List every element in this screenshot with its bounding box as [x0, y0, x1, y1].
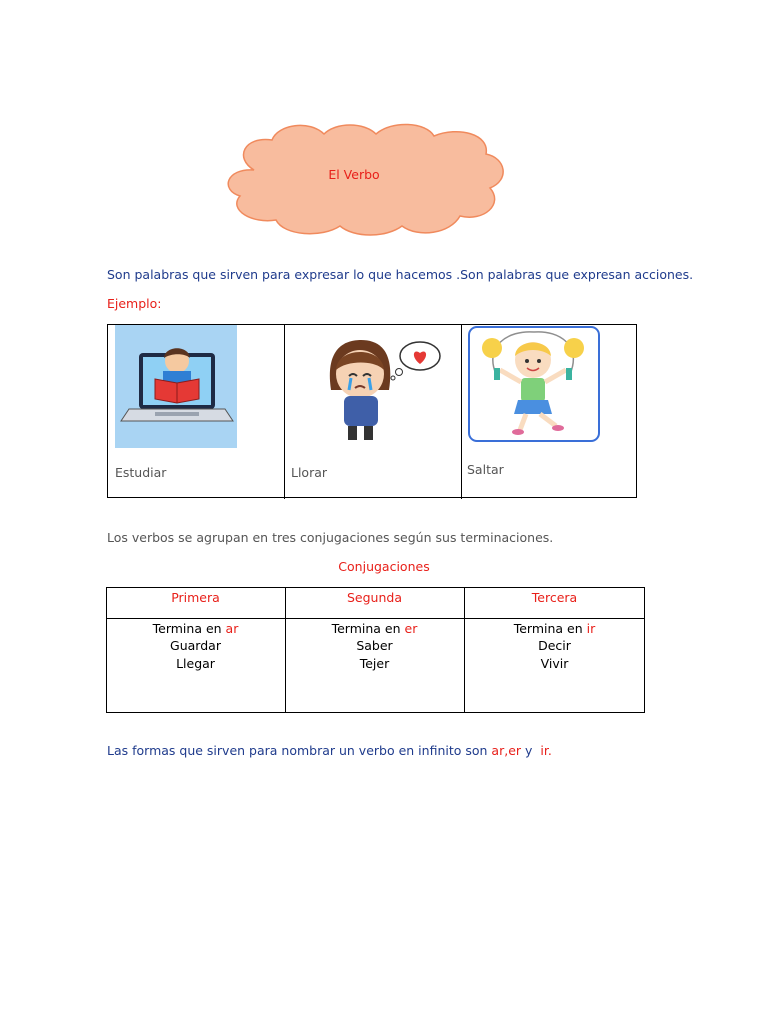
crying-girl-icon: [317, 330, 447, 448]
verb-item: Saber: [356, 638, 393, 653]
page-title: El Verbo: [328, 167, 380, 182]
conjugation-col-tercera: [465, 587, 644, 672]
col-header: Tercera: [531, 590, 578, 605]
verb-item: Llegar: [176, 655, 215, 671]
ending-line: [106, 620, 285, 638]
example-label: Ejemplo:: [107, 296, 162, 311]
definition-text: Son palabras que sirven para expresar lo que hacemos .Son palabras que expresan acciones.: [107, 267, 694, 282]
girl-jumping-rope-icon: [468, 326, 600, 442]
col-header: Segunda: [347, 590, 402, 605]
conjugation-col-primera: [106, 587, 285, 672]
ending-suffix: ar: [225, 620, 239, 636]
ending-prefix: Termina en: [152, 620, 226, 636]
verb-item: Tejer: [359, 655, 390, 671]
infinitive-ar-er: ar,er: [491, 743, 522, 758]
infinitive-text: [107, 743, 552, 758]
col-header: Primera: [171, 590, 220, 605]
verb-item: Vivir: [540, 655, 569, 671]
boy-reading-laptop-icon: [115, 325, 237, 448]
verb-item: Decir: [538, 638, 571, 653]
infinitive-ir: ir.: [536, 743, 552, 758]
example-label-saltar: Saltar: [467, 462, 504, 477]
example-table: [107, 324, 638, 499]
ending-suffix: er: [404, 620, 418, 636]
ending-prefix: Termina en: [513, 620, 587, 636]
infinitive-prefix: Las formas que sirven para nombrar un verbo en infinito son: [107, 743, 492, 758]
conjugation-col-segunda: [285, 587, 464, 672]
conjugations-table: [106, 587, 645, 713]
example-label-llorar: Llorar: [291, 465, 328, 480]
ending-suffix: ir: [586, 620, 596, 636]
infinitive-y: y: [521, 743, 537, 758]
conjugations-title: Conjugaciones: [338, 559, 430, 574]
example-label-estudiar: Estudiar: [115, 465, 167, 480]
groups-text: Los verbos se agrupan en tres conjugaciones según sus terminaciones.: [107, 530, 554, 545]
ending-line: [465, 620, 644, 638]
ending-line: [285, 620, 464, 638]
ending-prefix: Termina en: [331, 620, 405, 636]
verb-item: Guardar: [170, 638, 221, 653]
